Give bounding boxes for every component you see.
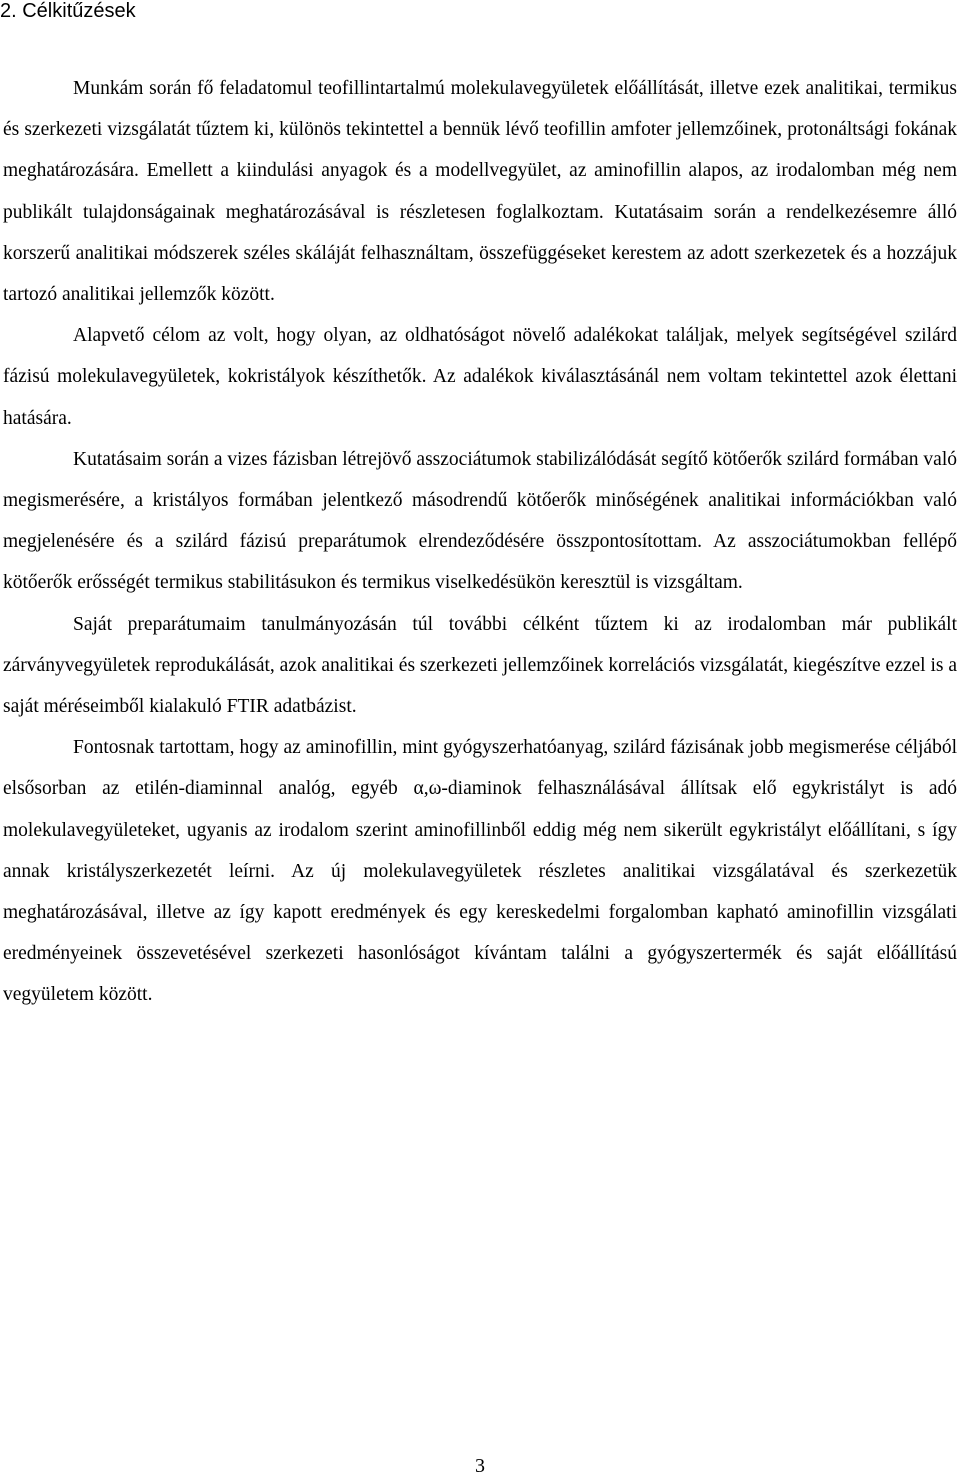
paragraph-aminophylline: Fontosnak tartottam, hogy az aminofillin, mint gyógyszerhatóanyag, szilárd fázisának jobb megismerése céljából elsősorban az etilén-diaminnal analóg, egyéb α,ω-diaminok felhasználásával állítsak elő egykristályt is adó molekulavegyületeket, ugyanis az irodalom szerint aminofillinből eddig még nem sikerült egykristályt előállítani, s így annak kristályszerkezetét leírni. Az új molekulavegyületek részletes analitikai vizsgálatával és szerkezetük meghatározásával, illetve az így kapott eredmények és egy kereskedelmi forgalomban kapható aminofillin vizsgálati eredményeinek összevetésével szerkezeti hasonlóságot kívántam találni a gyógyszertermék és saját előállítású vegyületem között. [3,737,957,1006]
section-heading: 2. Célkitűzések [0,0,136,22]
paragraph-inclusion-compounds: Saját preparátumaim tanulmányozásán túl további célként tűztem ki az irodalomban már publikált zárványvegyületek reprodukálását, azok analitikai és szerkezeti jellemzőinek korrelációs vizsgálatát, kiegészítve ezzel is a saját méréseimből kialakuló FTIR adatbázist. [3,613,957,718]
document-body [3,68,957,1016]
paragraph-objectives: Munkám során fő feladatomul teofillintartalmú molekulavegyületek előállítását, illetve ezek analitikai, termikus és szerkezeti vizsgálatát tűztem ki, különös tekintettel a bennük lévő teofillin amfoter jellemzőinek, protonáltsági fokának meghatározására. Emellett a kiindulási anyagok és a modellvegyület, az aminofillin alapos, az irodalomban még nem publikált tulajdonságainak meghatározásával is részletesen foglalkoztam. Kutatásaim során a rendelkezésemre álló korszerű analitikai módszerek széles skáláját felhasználtam, összefüggéseket kerestem az adott szerkezetek és a hozzájuk tartozó analitikai jellemzők között. [3,78,957,306]
paragraph-primary-goal: Alapvető célom az volt, hogy olyan, az oldhatóságot növelő adalékokat találjak, melyek segítségével szilárd fázisú molekulavegyületek, kokristályok készíthetők. Az adalékok kiválasztásánál nem voltam tekintettel azok élettani hatására. [3,325,957,429]
page-number: 3 [475,1455,485,1477]
paragraph-binding-forces: Kutatásaim során a vizes fázisban létrejövő asszociátumok stabilizálódását segítő kötőerők szilárd formában való megismerésére, a kristályos formában jelentkező másodrendű kötőerők minőségének analitikai információkban való megjelenésére és a szilárd fázisú preparátumok elrendeződésére összpontosítottam. Az asszociátumokban fellépő kötőerők erősségét termikus stabilitásukon és termikus viselkedésükön keresztül is vizsgáltam. [3,448,957,594]
